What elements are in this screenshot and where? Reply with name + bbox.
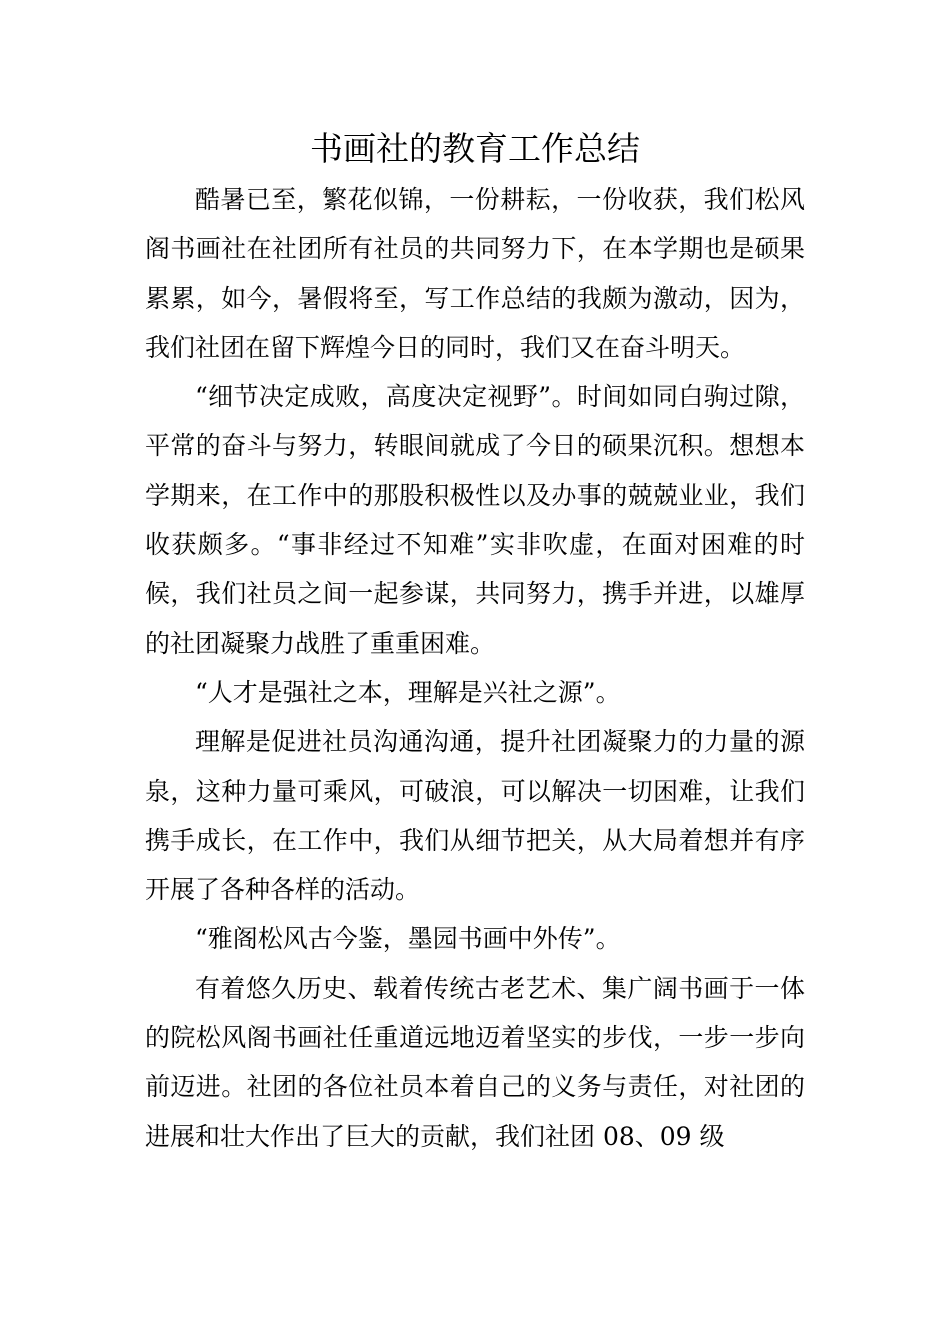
document-title: 书画社的教育工作总结 [310,129,640,168]
paragraph-2: “细节决定成败，高度决定视野”。时间如同白驹过隙，平常的奋斗与努力，转眼间就成了今日的硕果沉积。想想本学期来，在工作中的那股积极性以及办事的兢兢业业，我们收获颇多。“事非经过不知难”实非吹虚，在面对困难的时候，我们社员之间一起参谋，共同努力，携手并进，以雄厚的社团凝聚力战胜了重重困难。 [145,382,805,658]
paragraph-3: “人才是强社之本，理解是兴社之源”。 [195,677,621,707]
paragraph-1: 酷暑已至，繁花似锦，一份耕耘，一份收获，我们松风阁书画社在社团所有社员的共同努力下，在本学期也是硕果累累，如今，暑假将至，写工作总结的我颇为激动，因为，我们社团在留下辉煌今日的同时，我们又在奋斗明天。 [145,185,805,362]
paragraph-6: 有着悠久历史、载着传统古老艺术、集广阔书画于一体的院松风阁书画社任重道远地迈着坚实的步伐，一步一步向前迈进。社团的各位社员本着自己的义务与责任，对社团的进展和壮大作出了巨大的贡献，我们社团 08、09 级 [145,973,805,1151]
paragraph-5: “雅阁松风古今鉴，墨园书画中外传”。 [195,924,621,954]
document-body [145,175,805,1161]
paragraph-4: 理解是促进社员沟通沟通，提升社团凝聚力的力量的源泉，这种力量可乘风，可破浪，可以解决一切困难，让我们携手成长，在工作中，我们从细节把关，从大局着想并有序开展了各种各样的活动。 [145,727,805,905]
